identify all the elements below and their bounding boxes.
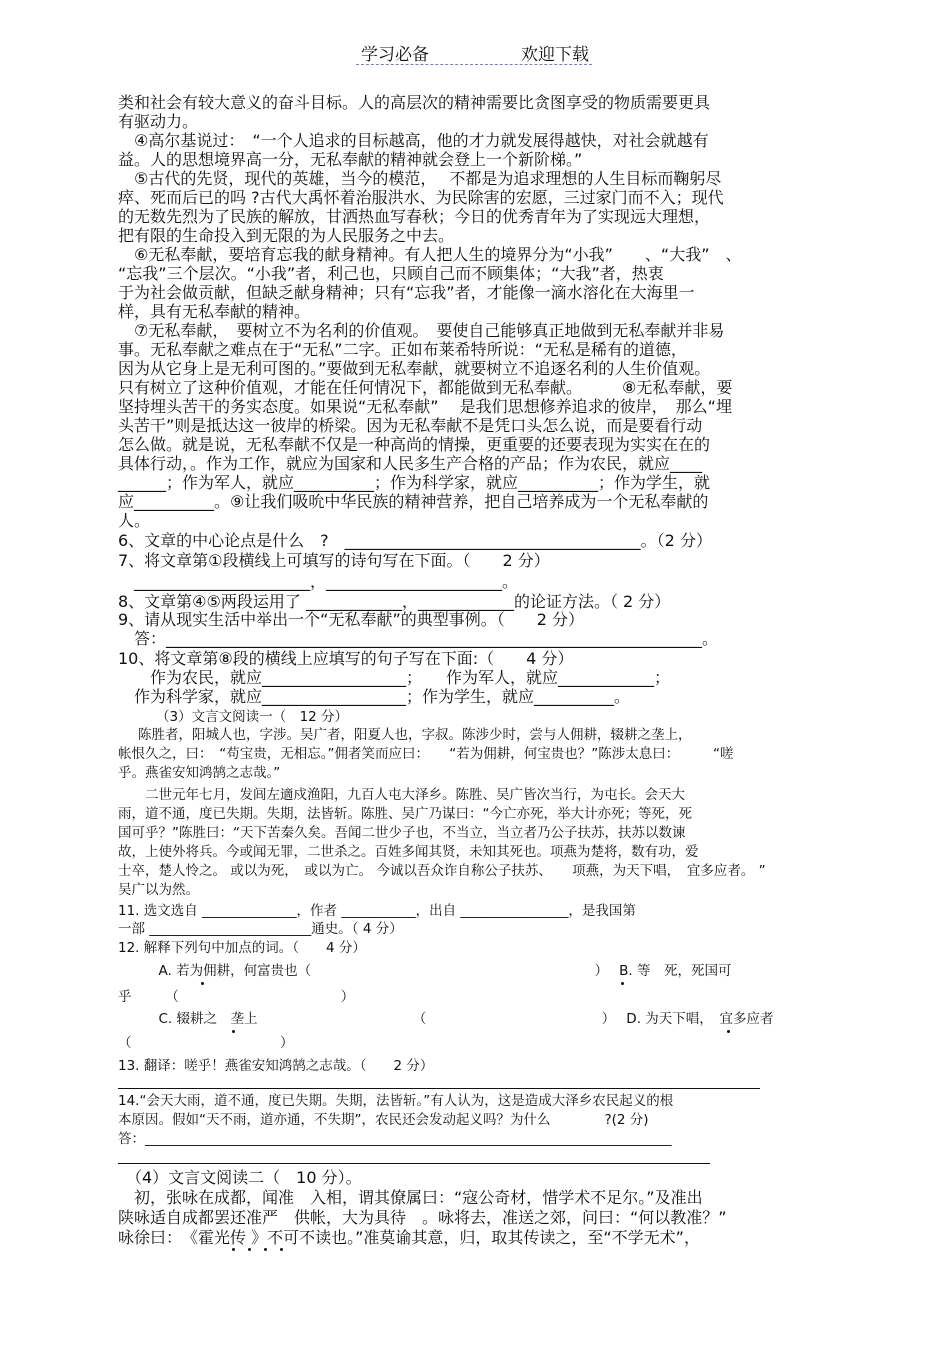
essay-line: 于为社会做贡献，但缺乏献身精神；只有“忘我”者，才能像一滴水溶化在大海里一 bbox=[118, 283, 695, 302]
essay-line: 样，具有无私奉献的精神。 bbox=[118, 302, 311, 321]
essay-line: 应__________。⑨让我们吸吮中华民族的精神营养，把自己培养成为一个无私奉献的 bbox=[118, 492, 709, 511]
essay-line: 头苦干”则是抵达这一彼岸的桥梁。因为无私奉献不是凭口头怎么说，而是要看行动 bbox=[118, 416, 703, 435]
answer-rule bbox=[118, 1088, 760, 1089]
page-header bbox=[0, 40, 950, 65]
section-4-heading: （4）文言文阅读二（ 10 分）。 bbox=[118, 1168, 362, 1187]
header-dashed-rule bbox=[356, 64, 592, 65]
answer-rule bbox=[118, 1163, 710, 1164]
question-10-line-a: 作为农民，就应__________________； 作为军人，就应____________； bbox=[118, 668, 671, 687]
question-10-line-b: 作为科学家，就应__________________；作为学生，就应__________。 bbox=[118, 687, 631, 706]
classical-text-line: 国可乎？”陈胜曰：“天下苦秦久矣。吾闻二世少子也，不当立，当立者乃公子扶苏，扶苏以数谏 bbox=[118, 825, 686, 841]
question-14-line-b: 本原因。假如“天不雨，道亦通，不失期”，农民还会发动起义吗？为什么 ?(2 分) bbox=[118, 1112, 649, 1128]
essay-line: “忘我”三个层次。“小我”者，利己也，只顾自己而不顾集体；“大我”者，热衷 bbox=[118, 264, 664, 283]
essay-line: ⑥无私奉献，要培育忘我的献身精神。有人把人生的境界分为“小我” 、“大我” 、 bbox=[118, 245, 742, 264]
classical-text-line: 陈胜者，阳城人也，字涉。吴广者，阳夏人也，字叔。陈涉少时，尝与人佣耕，辍耕之垄上， bbox=[138, 727, 692, 743]
emphasis-dot bbox=[232, 1248, 235, 1251]
question-10: 10、将文章第⑧段的横线上应填写的句子写在下面:（ 4 分） bbox=[118, 649, 574, 668]
emphasis-dot bbox=[201, 982, 204, 985]
emphasis-dot bbox=[280, 1248, 283, 1251]
question-6: 6、文章的中心论点是什么 ? _____________________________________。（2 分） bbox=[118, 531, 712, 550]
classical-text-line: 帐恨久之，曰： “苟宝贵，无相忘。”佣者笑而应曰： “若为佣耕，何宝贵也？”陈涉太息曰： “嗟 bbox=[118, 746, 734, 762]
essay-line: ⑦无私奉献， 要树立不为名利的价值观。 要使自己能够真正地做到无私奉献并非易 bbox=[118, 321, 725, 340]
emphasis-dot bbox=[248, 1248, 251, 1251]
essay-line: ④高尔基说过： “一个人追求的目标越高，他的才力就发展得越快，对社会就越有 bbox=[118, 131, 709, 150]
classical-text-2-line: 初，张咏在成都，闻准 入相，谓其僚属曰：“寇公奇材，惜学术不足尔。”及准出 bbox=[118, 1188, 703, 1207]
classical-text-line: 雨，道不通，度已失期。失期，法皆斩。陈胜、吴广乃谋曰：“今亡亦死，举大计亦死；等死，死 bbox=[118, 806, 692, 822]
header-left-text: 学习必备 bbox=[361, 45, 429, 65]
essay-line: ⑤古代的先贤，现代的英雄，当今的模范， 不都是为追求理想的人生目标而鞠躬尽 bbox=[118, 169, 722, 188]
question-7: 7、将文章第①段横线上可填写的诗句写在下面。（ 2 分） bbox=[118, 551, 550, 570]
question-8: 8、文章第④⑤两段运用了 ____________，____________的论证方法。（ 2 分） bbox=[118, 592, 671, 611]
essay-line: 有驱动力。 bbox=[118, 112, 199, 131]
classical-text-2-line: 咏徐曰： 《霍光传 》不可不读也。”准莫谕其意，归，取其传读之，至“不学无术”， bbox=[118, 1228, 700, 1247]
essay-line: 怎么做。就是说，无私奉献不仅是一种高尚的情操，更重要的还要表现为实实在在的 bbox=[118, 435, 711, 454]
question-9: 9、请从现实生活中举出一个“无私奉献”的典型事例。（ 2 分） bbox=[118, 610, 585, 629]
section-3-heading: （3）文言文阅读一（ 12 分） bbox=[156, 709, 349, 725]
essay-line: 事。无私奉献之难点在于“无私”二字。正如布莱希特所说：“无私是稀有的道德， bbox=[118, 340, 687, 359]
essay-line: 瘁、死而后已的吗 ?古代大禹怀着治服洪水、为民除害的宏愿，三过家门而不入；现代 bbox=[118, 188, 724, 207]
question-7-answer-line: ______________________，______________________。 bbox=[118, 572, 519, 591]
emphasis-dot bbox=[264, 1248, 267, 1251]
essay-line: 益。人的思想境界高一分，无私奉献的精神就会登上一个新阶梯。” bbox=[118, 150, 583, 169]
question-12-a: A. 若为佣耕，何富贵也（ ） B. 等 死，死国可 bbox=[118, 963, 732, 979]
question-12: 12. 解释下列句中加点的词。（ 4 分） bbox=[118, 940, 366, 956]
essay-line: 类和社会有较大意义的奋斗目标。人的高层次的精神需要比贪图享受的物质需要更具 bbox=[118, 93, 711, 112]
header-right-text: 欢迎下载 bbox=[521, 45, 589, 65]
question-12-b: 乎 （ ） bbox=[118, 989, 355, 1005]
question-13: 13. 翻译：嗟乎！燕雀安知鸿鹄之志哉。（ 2 分） bbox=[118, 1058, 434, 1074]
classical-text-line: 二世元年七月，发闾左適戍渔阳，九百人屯大泽乡。陈胜、吴广皆次当行，为屯长。会天大 bbox=[118, 787, 685, 803]
classical-text-2-line: 陕咏适自成都罢还准严 供帐，大为具待 。咏将去，准送之郊，问曰：“何以教准？” bbox=[118, 1208, 727, 1227]
essay-line: 具体行动，。作为工作，就应为国家和人民多生产合格的产品；作为农民，就应____ bbox=[118, 454, 703, 473]
essay-line: ______；作为军人，就应__________；作为科学家，就应__________；作为学生，就 bbox=[118, 473, 711, 492]
classical-text-line: 乎。燕雀安知鸿鹄之志哉。” bbox=[118, 765, 281, 781]
question-9-answer-line: 答：___________________________________________________________________。 bbox=[118, 629, 719, 648]
essay-line: 的无数先烈为了民族的解放，甘洒热血写春秋；今日的优秀青年为了实现远大理想， bbox=[118, 207, 711, 226]
question-14: 14.“会天大雨，道不通，度已失期。失期，法皆斩。”有人认为，这是造成大泽乡农民起义的根 bbox=[118, 1093, 674, 1109]
classical-text-line: 故，上使外将兵。今或闻无罪，二世杀之。百姓多闻其贤，未知其死也。项燕为楚将，数有功，爱 bbox=[118, 844, 699, 860]
essay-line: 因为从它身上是无利可图的。”要做到无私奉献，就要树立不追逐名利的人生价值观。 bbox=[118, 359, 711, 378]
emphasis-dot bbox=[727, 1030, 730, 1033]
question-12-d: （ ） bbox=[118, 1035, 294, 1051]
essay-line: 只有树立了这种价值观，才能在任何情况下，都能做到无私奉献。 ⑧无私奉献，要 bbox=[118, 378, 733, 397]
essay-line: 人。 bbox=[118, 511, 151, 530]
emphasis-dot bbox=[232, 1030, 235, 1033]
classical-text-line: 士卒，楚人怜之。 或以为死， 或以为亡。 今诚以吾众诈自称公子扶苏、 项燕，为天下唱， 宜多应者。 ” bbox=[118, 863, 766, 879]
question-12-c: C. 辍耕之 垄上 （ ） D. 为天下唱， 宜多应者 bbox=[118, 1011, 774, 1027]
classical-text-line: 吴广以为然。 bbox=[118, 882, 199, 898]
emphasis-dot bbox=[621, 982, 624, 985]
question-11: 11. 选文选自 ______________，作者 ___________，出自 ________________，是我国第 bbox=[118, 903, 636, 919]
question-14-answer: 答：______________________________________________________________________________ bbox=[118, 1131, 672, 1147]
essay-line: 坚持埋头苦干的务实态度。如果说“无私奉献” 是我们思想修养追求的彼岸， 那么“埋 bbox=[118, 397, 732, 416]
question-11-line-b: 一部 ________________________通史。（ 4 分） bbox=[118, 921, 403, 937]
essay-line: 把有限的生命投入到无限的为人民服务之中去。 bbox=[118, 226, 455, 245]
